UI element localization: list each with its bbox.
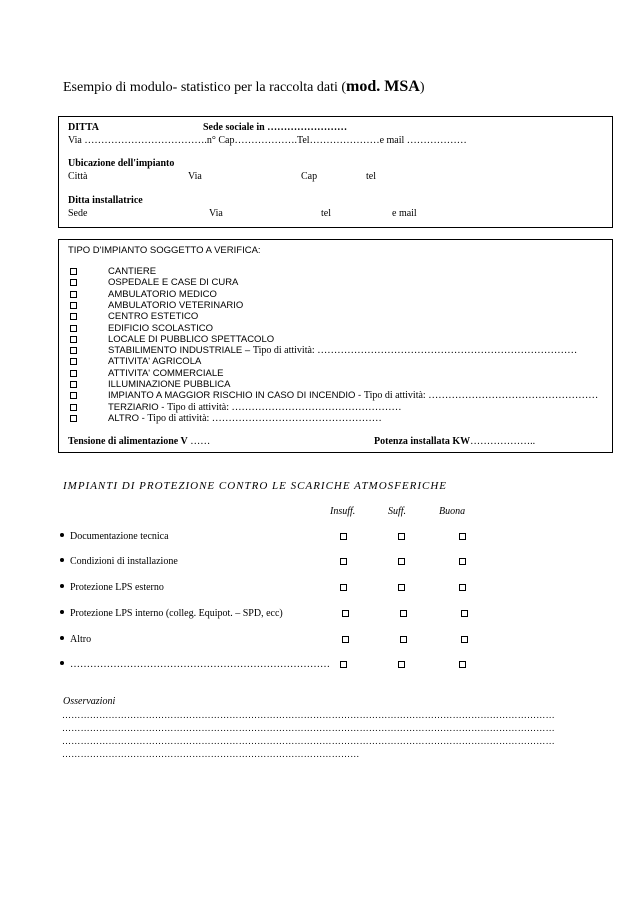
plant-type-checkbox[interactable]: [70, 404, 77, 411]
plant-type-activity-field[interactable]: Tipo di attività: ……………………………………………: [363, 390, 599, 402]
protection-row-label: Altro: [70, 634, 92, 645]
plant-type-item: [108, 311, 198, 322]
plant-type-item: [108, 345, 577, 356]
installatrice-title: Ditta installatrice: [68, 195, 143, 206]
buona-checkbox[interactable]: [461, 610, 468, 617]
bullet-icon: [60, 610, 64, 614]
protection-section-title: IMPIANTI DI PROTEZIONE CONTRO LE SCARICHE ATMOSFERICHE: [63, 480, 447, 492]
plant-type-checkbox[interactable]: [70, 313, 77, 320]
plant-type-activity-field[interactable]: Tipo di attività: ……………………………………………………………………: [252, 345, 578, 357]
plant-type-item: [108, 379, 230, 390]
buona-checkbox[interactable]: [459, 584, 466, 591]
protection-row-label: Condizioni di installazione: [70, 556, 178, 567]
bullet-icon: [60, 584, 64, 588]
plant-type-checkbox[interactable]: [70, 381, 77, 388]
bullet-icon: [60, 533, 64, 537]
plant-type-label: EDIFICIO SCOLASTICO: [108, 322, 214, 334]
suff-checkbox[interactable]: [398, 533, 405, 540]
plant-type-label: AMBULATORIO VETERINARIO: [108, 299, 244, 311]
plant-type-checkbox[interactable]: [70, 268, 77, 275]
plant-type-checkbox[interactable]: [70, 302, 77, 309]
ubicazione-cap[interactable]: Cap: [301, 171, 318, 182]
column-suff: Suff.: [388, 506, 407, 517]
ubicazione-tel[interactable]: tel: [366, 171, 376, 182]
insuff-checkbox[interactable]: [340, 661, 347, 668]
potenza-field[interactable]: [374, 436, 535, 448]
ditta-label: DITTA: [68, 122, 99, 133]
sede-sociale-text: Sede sociale in ……………………: [203, 122, 348, 133]
address-line[interactable]: Via ……………………………….n° Cap……………….Tel…………………e mail ………………: [68, 135, 467, 146]
buona-checkbox[interactable]: [461, 636, 468, 643]
plant-type-label: CENTRO ESTETICO: [108, 311, 199, 323]
protection-row-label[interactable]: ……………………………………………………………………: [70, 659, 330, 670]
plant-type-label: OSPEDALE E CASE DI CURA: [108, 277, 239, 289]
plant-type-checkbox[interactable]: [70, 291, 77, 298]
plant-type-item: [108, 323, 213, 334]
protection-row: [60, 608, 283, 619]
suff-checkbox[interactable]: [398, 661, 405, 668]
insuff-checkbox[interactable]: [340, 533, 347, 540]
potenza-label: Potenza installata KW: [374, 436, 471, 447]
observation-line[interactable]: ……………………………………………………………………………………: [62, 749, 360, 759]
form-title-prefix: Esempio di modulo- statistico per la raccolta dati (: [63, 80, 347, 95]
protection-row: [60, 659, 330, 670]
form-title: [63, 78, 424, 96]
protection-row-label: Protezione LPS interno (colleg. Equipot. – SPD, ecc): [70, 608, 283, 619]
plant-type-item: [108, 277, 238, 288]
buona-checkbox[interactable]: [459, 533, 466, 540]
plant-type-label: ILLUMINAZIONE PUBBLICA: [108, 379, 231, 390]
suff-checkbox[interactable]: [400, 636, 407, 643]
bullet-icon: [60, 558, 64, 562]
buona-checkbox[interactable]: [459, 558, 466, 565]
installatrice-via[interactable]: Via: [209, 208, 223, 219]
installatrice-sede[interactable]: Sede: [68, 208, 88, 219]
insuff-checkbox[interactable]: [340, 584, 347, 591]
tensione-field[interactable]: [68, 436, 210, 448]
plant-type-checkbox[interactable]: [70, 279, 77, 286]
plant-type-label: TERZIARIO -: [108, 401, 168, 413]
ubicazione-via[interactable]: Via: [188, 171, 202, 182]
column-buona: Buona: [439, 506, 466, 517]
installatrice-email[interactable]: e mail: [392, 208, 417, 219]
plant-type-label: IMPIANTO A MAGGIOR RISCHIO IN CASO DI INCENDIO -: [108, 390, 364, 402]
insuff-checkbox[interactable]: [342, 636, 349, 643]
potenza-dots: ………………..: [470, 436, 536, 447]
plant-type-item: [108, 356, 201, 367]
plant-type-item: [108, 368, 223, 379]
suff-checkbox[interactable]: [398, 584, 405, 591]
suff-checkbox[interactable]: [398, 558, 405, 565]
plant-type-checkbox[interactable]: [70, 392, 77, 399]
plant-type-label: ATTIVITA' AGRICOLA: [108, 356, 202, 368]
plant-type-heading: TIPO D'IMPIANTO SOGGETTO A VERIFICA:: [68, 245, 261, 256]
plant-type-label: STABILIMENTO INDUSTRIALE –: [108, 345, 253, 357]
observations-title: Osservazioni: [63, 696, 116, 707]
plant-type-activity-field[interactable]: Tipo di attività: ……………………………………………: [167, 401, 402, 413]
plant-type-checkbox[interactable]: [70, 370, 77, 377]
plant-type-item: [108, 402, 402, 413]
plant-type-checkbox[interactable]: [70, 358, 77, 365]
tensione-label: Tensione di alimentazione V: [68, 436, 188, 447]
protection-row-label: Protezione LPS esterno: [70, 582, 164, 593]
plant-type-item: [108, 390, 598, 401]
protection-row: [60, 634, 91, 645]
column-insuff: Insuff.: [330, 506, 356, 517]
bullet-icon: [60, 636, 64, 640]
insuff-checkbox[interactable]: [340, 558, 347, 565]
plant-type-activity-field[interactable]: Tipo di attività: ……………………………………………: [147, 412, 382, 424]
form-title-code: mod. MSA: [346, 78, 420, 95]
plant-type-item: [108, 266, 156, 277]
bullet-icon: [60, 661, 64, 665]
plant-type-checkbox[interactable]: [70, 325, 77, 332]
protection-row: [60, 531, 169, 542]
installatrice-tel[interactable]: tel: [321, 208, 331, 219]
plant-type-item: [108, 300, 243, 311]
plant-type-label: ALTRO -: [108, 412, 148, 424]
plant-type-label: LOCALE DI PUBBLICO SPETTACOLO: [108, 333, 275, 345]
suff-checkbox[interactable]: [400, 610, 407, 617]
ubicazione-citta[interactable]: Città: [68, 171, 88, 182]
insuff-checkbox[interactable]: [342, 610, 349, 617]
protection-row: [60, 582, 164, 593]
plant-type-checkbox[interactable]: [70, 336, 77, 343]
plant-type-label: CANTIERE: [108, 266, 157, 277]
tensione-dots: ……: [187, 436, 211, 447]
observation-line[interactable]: ……………………………………………………………………………………………………………………………………………: [62, 710, 555, 720]
form-title-suffix: ): [419, 80, 425, 95]
ubicazione-title: Ubicazione dell'impianto: [68, 158, 175, 169]
plant-type-label: ATTIVITA' COMMERCIALE: [108, 367, 224, 379]
observation-line[interactable]: ……………………………………………………………………………………………………………………………………………: [62, 736, 555, 746]
plant-type-label: AMBULATORIO MEDICO: [108, 288, 217, 300]
sede-sociale-field[interactable]: [203, 122, 347, 134]
protection-row-label: Documentazione tecnica: [70, 531, 169, 542]
plant-type-checkbox[interactable]: [70, 415, 77, 422]
buona-checkbox[interactable]: [459, 661, 466, 668]
observation-line[interactable]: ……………………………………………………………………………………………………………………………………………: [62, 723, 555, 733]
protection-row: [60, 556, 178, 567]
plant-type-checkbox[interactable]: [70, 347, 77, 354]
plant-type-item: [108, 334, 274, 345]
plant-type-item: [108, 413, 382, 424]
plant-type-item: [108, 289, 217, 300]
